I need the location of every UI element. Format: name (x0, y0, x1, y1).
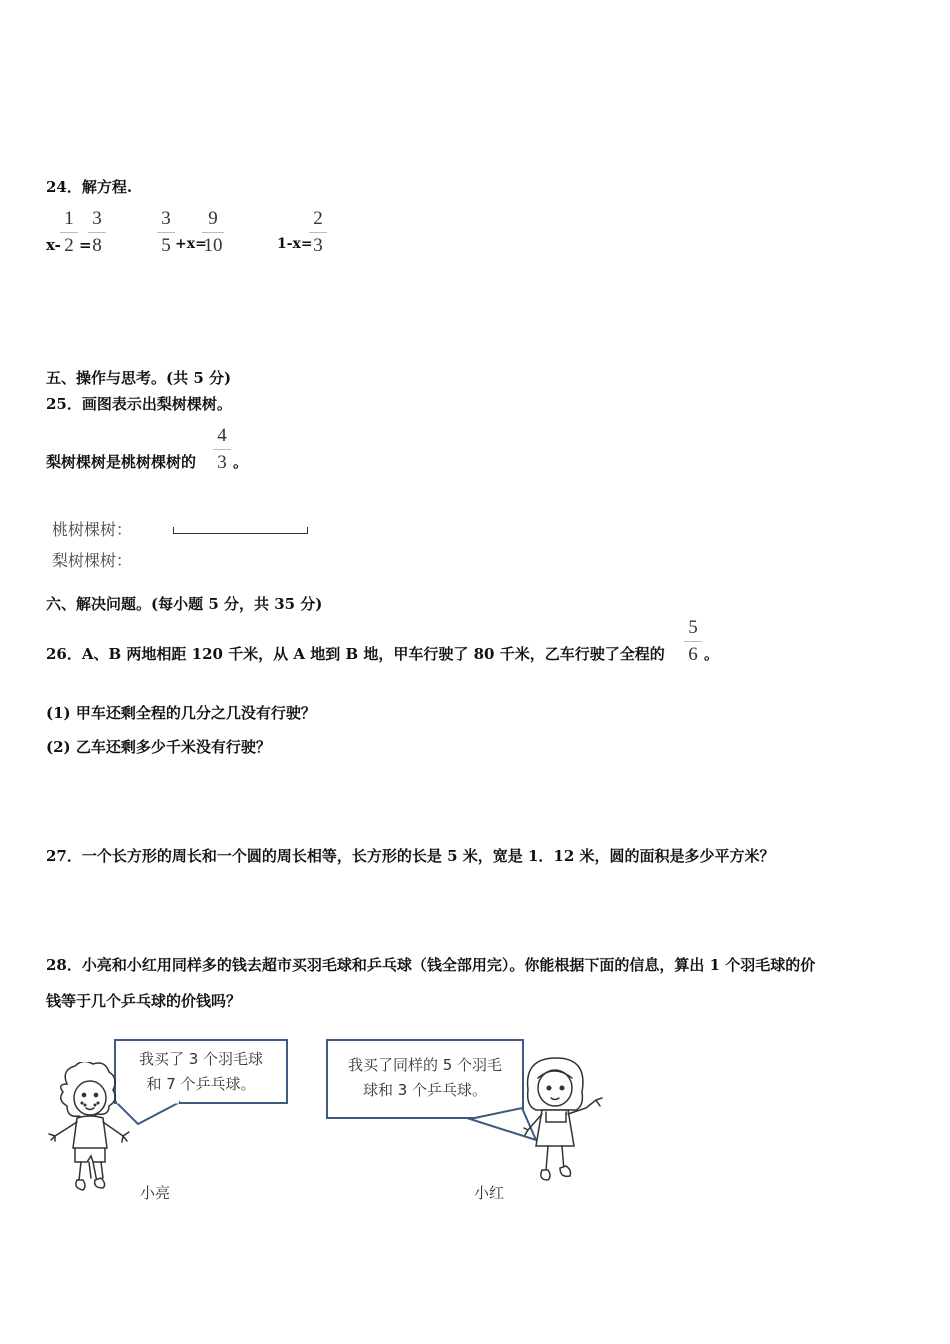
q28-line2: 钱等于几个乒乓球的价钱吗？ (46, 992, 242, 1010)
pear-tree-label: 梨树棵树： (52, 551, 133, 570)
eq3-denominator: 3 (313, 235, 323, 256)
bubble-right-line1: 我买了同样的 5 个羽毛 (347, 1056, 503, 1074)
eq1-f1-denominator: 2 (64, 235, 74, 256)
fraction-bar (157, 232, 175, 233)
boy-xiaoliang-illustration (45, 1062, 135, 1197)
eq2-f1-numerator: 3 (161, 208, 171, 229)
eq1-f2-denominator: 8 (92, 235, 102, 256)
eq1-f1-numerator: 1 (64, 208, 74, 229)
q25-fraction (211, 425, 233, 474)
fraction-bar (213, 449, 231, 450)
q26-denominator: 6 (688, 644, 698, 665)
eq1-equals: = (79, 236, 92, 254)
q24-label: 24．解方程. (46, 178, 133, 196)
name-xiaoliang: 小亮 (140, 1184, 171, 1202)
bubble-left-line1: 我买了 3 个羽毛球 (138, 1050, 264, 1068)
fraction-bar (60, 232, 78, 233)
eq2-f2-numerator: 9 (208, 208, 218, 229)
eq1-fraction-2 (86, 208, 108, 257)
name-xiaohong: 小红 (474, 1184, 505, 1202)
bubble-right-line2: 球和 3 个乒乓球。 (362, 1081, 488, 1099)
q28-line1: 28．小亮和小红用同样多的钱去超市买羽毛球和乒乓球（钱全部用完）。你能根据下面的信息，算出 1 个羽毛球的价 (46, 956, 816, 974)
eq2-fraction-1 (155, 208, 177, 257)
section6-title: 六、解决问题。(每小题 5 分，共 35 分) (46, 595, 323, 613)
bubble-left-line2: 和 7 个乒乓球。 (146, 1075, 256, 1093)
q25-tail: 。 (233, 453, 249, 471)
fraction-bar (202, 232, 224, 233)
q26-text: 26．A、B 两地相距 120 千米，从 A 地到 B 地，甲车行驶了 80 千米，乙车行驶了全程的 (46, 645, 665, 663)
fraction-bar (684, 641, 702, 642)
section5-title: 五、操作与思考。(共 5 分) (46, 369, 232, 387)
eq1-left: x- (46, 236, 61, 254)
q25-label: 25．画图表示出梨树棵树。 (46, 395, 232, 413)
girl-xiaohong-illustration (510, 1052, 610, 1197)
eq2-middle: +x= (175, 236, 207, 252)
peach-tree-segment (173, 527, 308, 534)
bubble-xiaoliang (114, 1039, 288, 1104)
eq1-fraction-1 (58, 208, 80, 257)
q26-sub2: (2) 乙车还剩多少千米没有行驶？ (46, 738, 271, 756)
eq3-left: 1-x= (277, 236, 313, 252)
eq3-fraction (307, 208, 329, 257)
eq2-f1-denominator: 5 (161, 235, 171, 256)
eq1-f2-numerator: 3 (92, 208, 102, 229)
q25-statement: 梨树棵树是桃树棵树的 (46, 453, 197, 471)
q26-fraction (682, 617, 704, 666)
eq2-fraction-2 (200, 208, 226, 257)
eq2-f2-denominator: 10 (203, 235, 223, 256)
q25-numerator: 4 (217, 425, 227, 446)
q25-denominator: 3 (217, 452, 227, 473)
fraction-bar (88, 232, 106, 233)
fraction-bar (309, 232, 327, 233)
q26-sub1: (1) 甲车还剩全程的几分之几没有行驶？ (46, 704, 316, 722)
q27-text: 27．一个长方形的周长和一个圆的周长相等，长方形的长是 5 米，宽是 1．12 米，圆的面积是多少平方米？ (46, 847, 775, 865)
eq3-numerator: 2 (313, 208, 323, 229)
q26-numerator: 5 (688, 617, 698, 638)
q26-tail: 。 (704, 645, 720, 663)
peach-tree-label: 桃树棵树： (52, 520, 133, 539)
